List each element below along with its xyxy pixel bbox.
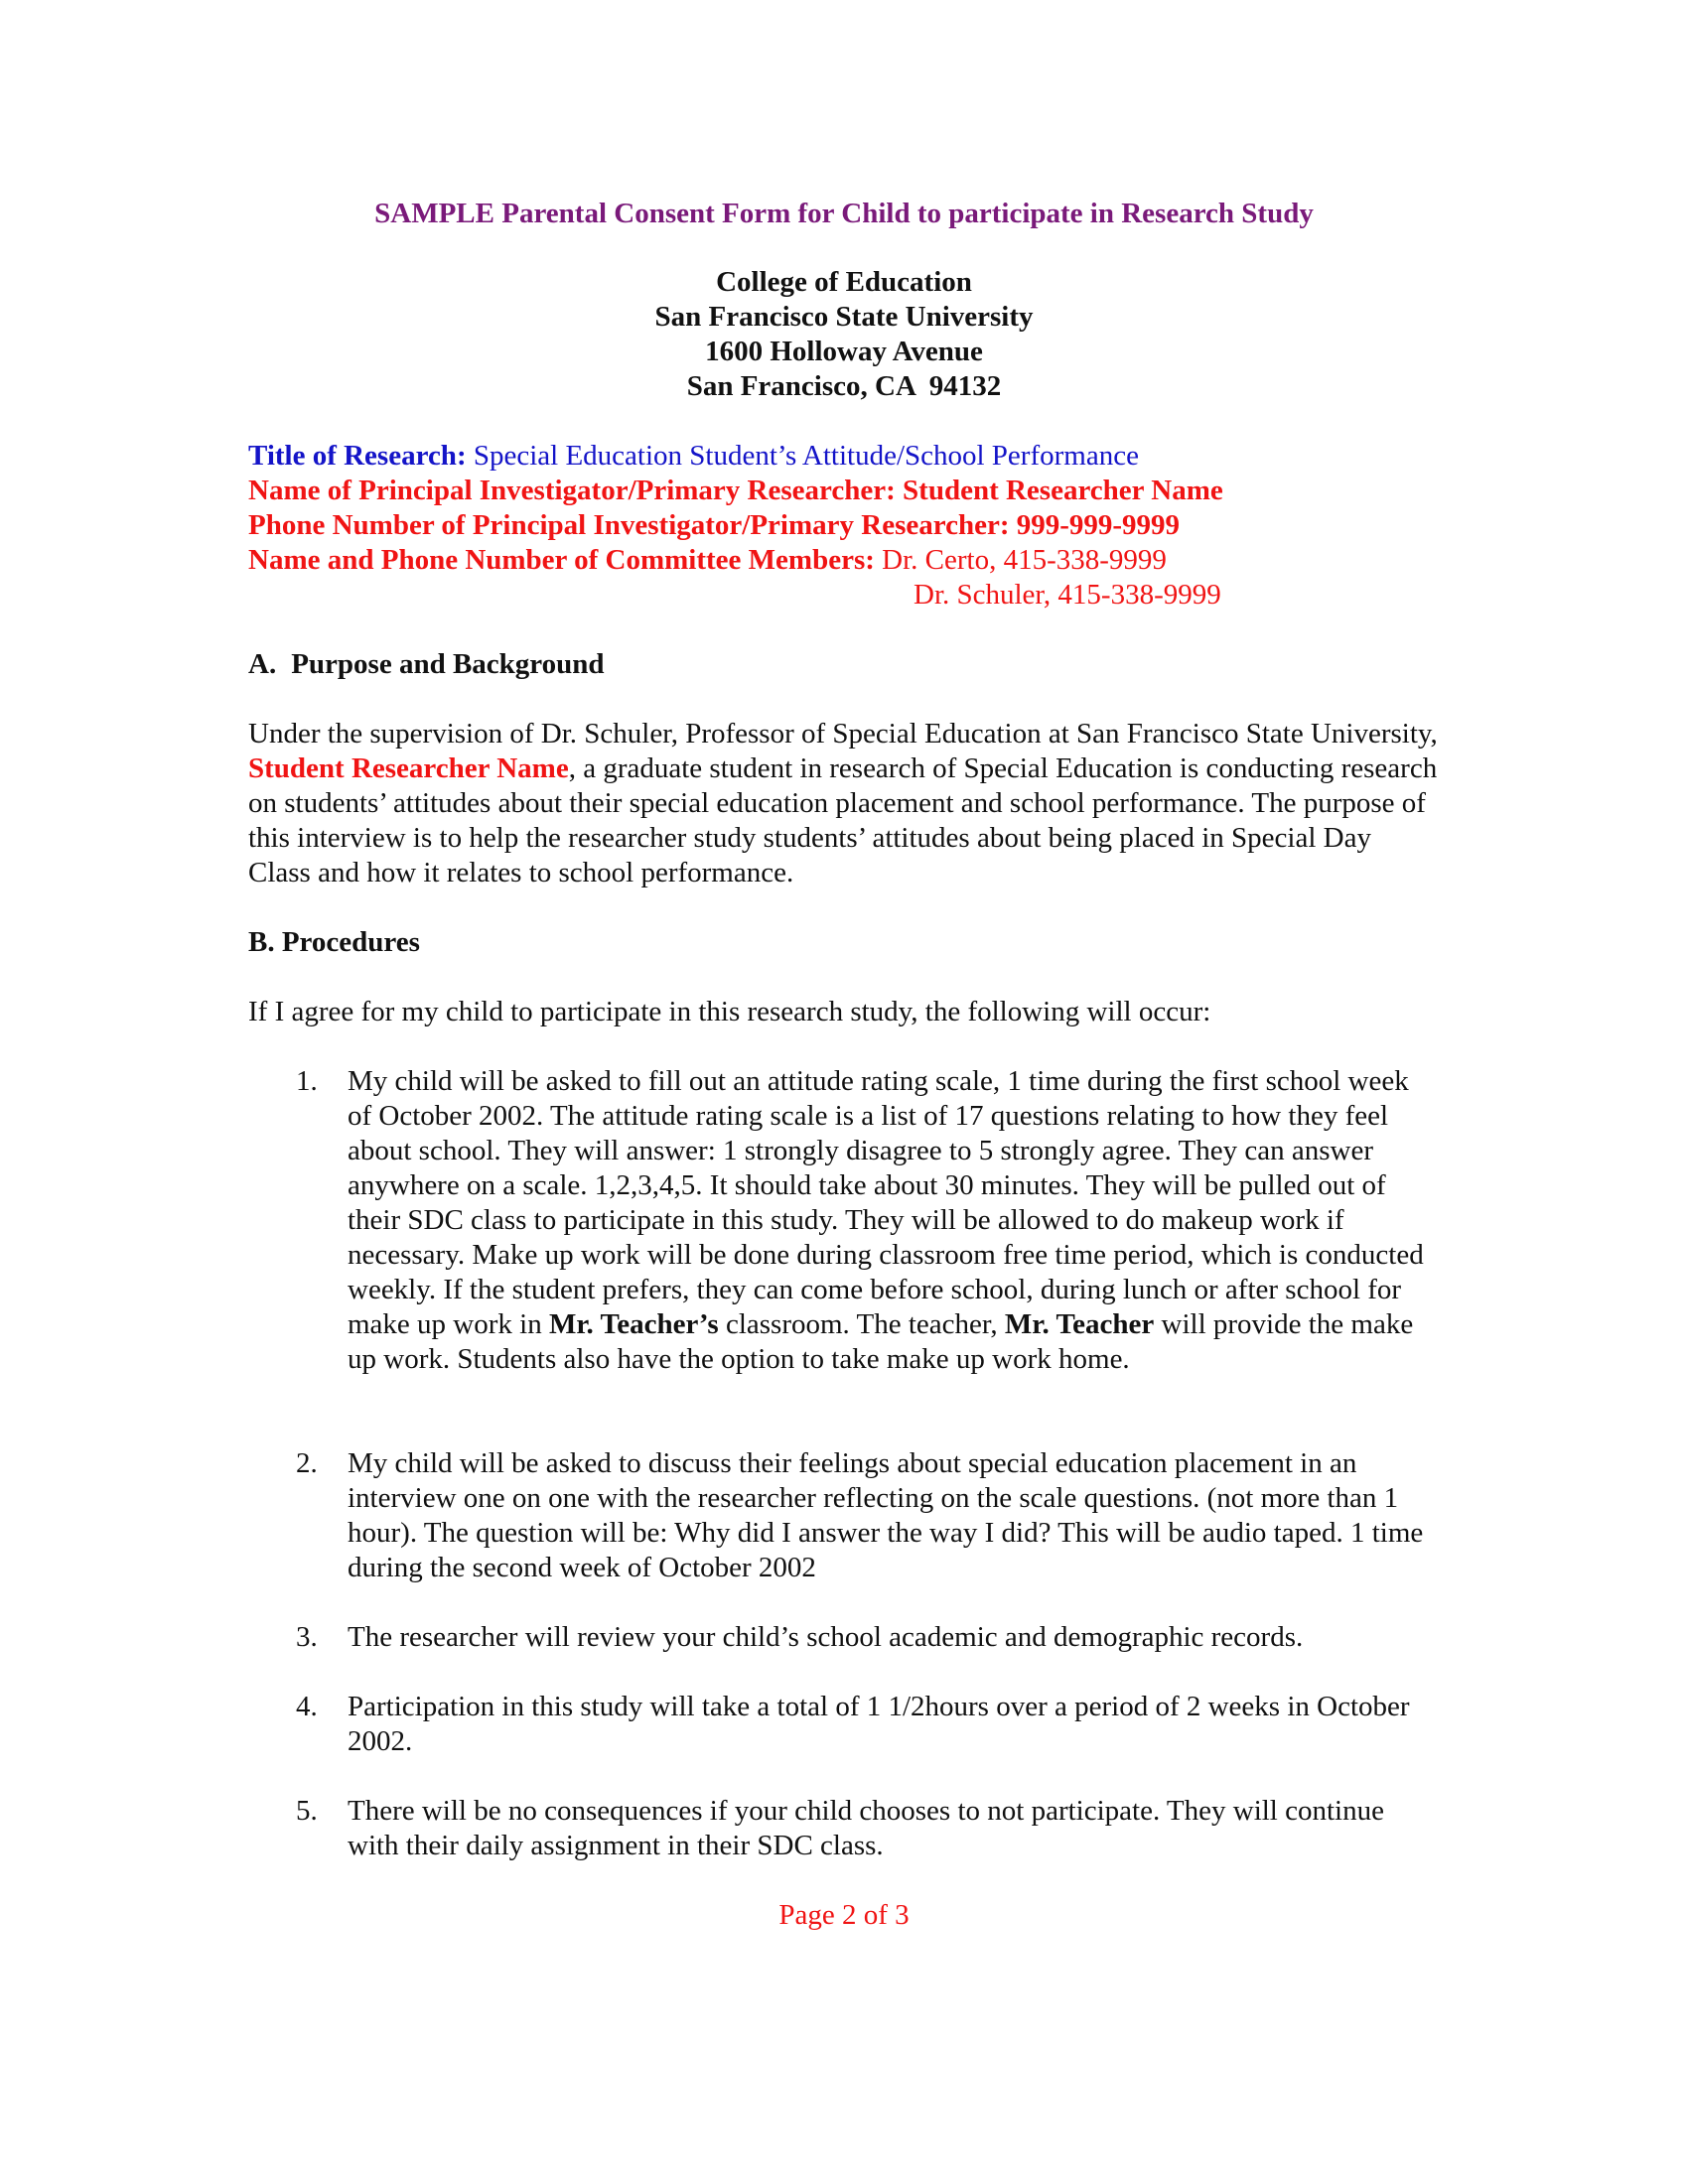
item-1-text-b: classroom. The teacher, xyxy=(718,1308,1005,1340)
address-line-1: College of Education xyxy=(716,266,972,298)
research-title-value: Special Education Student’s Attitude/School Performance xyxy=(466,440,1139,472)
item-1-text-a: My child will be asked to fill out an attitude rating scale, 1 time during the first school week of October 2002. The attitude rating scale is a list of 17 questions relating to how they feel about school. They will answer: 1 strongly disagree to 5 strongly agree. They can answer anywhere on a scale. 1,2,3,4,5. It should take about 30 minutes. They will be pulled out of their SDC class to participate in this study. They will be allowed to do makeup work if necessary. Make up work will be done during classroom free time period, which is conducted weekly. If the student prefers, they can come before school, during lunch or after school for make up work in xyxy=(348,1065,1424,1340)
list-item-number-1: 1. xyxy=(296,1065,318,1097)
teacher-name: Mr. Teacher xyxy=(1004,1308,1155,1340)
paragraph-text-start: Under the supervision of Dr. Schuler, Professor of Special Education at San Francisco State University, xyxy=(248,718,1438,750)
investigator-name: Name of Principal Investigator/Primary Researcher: Student Researcher Name xyxy=(248,475,1223,506)
list-item-5: There will be no consequences if your child chooses to not participate. They will continue with their daily assignment in their SDC class. xyxy=(348,1795,1384,1861)
committee-member-1: Dr. Certo, 415-338-9999 xyxy=(874,544,1167,576)
page-number: Page 2 of 3 xyxy=(778,1899,910,1931)
research-title-line xyxy=(248,439,1139,474)
student-researcher-name: Student Researcher Name xyxy=(248,752,569,784)
teacher-name-possessive: Mr. Teacher’s xyxy=(548,1308,719,1340)
item-1-text-c: will provide the make up work. Students also have the option to take make up work home. xyxy=(348,1308,1414,1375)
list-item-4: Participation in this study will take a total of 1 1/2hours over a period of 2 weeks in October 2002. xyxy=(348,1691,1410,1757)
paragraph-text-end: , a graduate student in research of Special Education is conducting research on students’ attitudes about their special education placement and school performance. The purpose of this interview is to help the researcher study students’ attitudes about being placed in Special Day Class and how it relates to school performance. xyxy=(248,752,1438,888)
section-a-letter: A. xyxy=(248,648,277,680)
section-a-paragraph xyxy=(248,717,1440,890)
committee-line xyxy=(248,543,1167,578)
procedures-intro: If I agree for my child to participate in this research study, the following will occur: xyxy=(248,996,1211,1027)
address-line-3: 1600 Holloway Avenue xyxy=(705,336,983,367)
list-item-3: The researcher will review your child’s school academic and demographic records. xyxy=(348,1621,1304,1653)
committee-member-2: Dr. Schuler, 415-338-9999 xyxy=(914,579,1221,611)
section-a-title: Purpose and Background xyxy=(291,648,605,680)
address-line-2: San Francisco State University xyxy=(654,301,1034,333)
section-a-heading xyxy=(248,647,605,682)
investigator-phone: Phone Number of Principal Investigator/Primary Researcher: 999-999-9999 xyxy=(248,509,1181,541)
address-line-4: San Francisco, CA 94132 xyxy=(686,370,1002,402)
list-item-number-4: 4. xyxy=(296,1691,318,1722)
list-item-number-5: 5. xyxy=(296,1795,318,1827)
committee-label: Name and Phone Number of Committee Members: xyxy=(248,544,875,576)
list-item-number-2: 2. xyxy=(296,1447,318,1479)
section-b-heading: B. Procedures xyxy=(248,926,420,958)
list-item-number-3: 3. xyxy=(296,1621,318,1653)
list-item-2: My child will be asked to discuss their feelings about special education placement in an interview one on one with the researcher reflecting on the scale questions. (not more than 1 hour). The question will be: Why did I answer the way I did? This will be audio taped. 1 time during the second week of October 2002 xyxy=(348,1447,1424,1583)
list-item-1 xyxy=(348,1064,1440,1377)
document-title: SAMPLE Parental Consent Form for Child to participate in Research Study xyxy=(374,198,1314,229)
research-title-label: Title of Research: xyxy=(248,440,467,472)
